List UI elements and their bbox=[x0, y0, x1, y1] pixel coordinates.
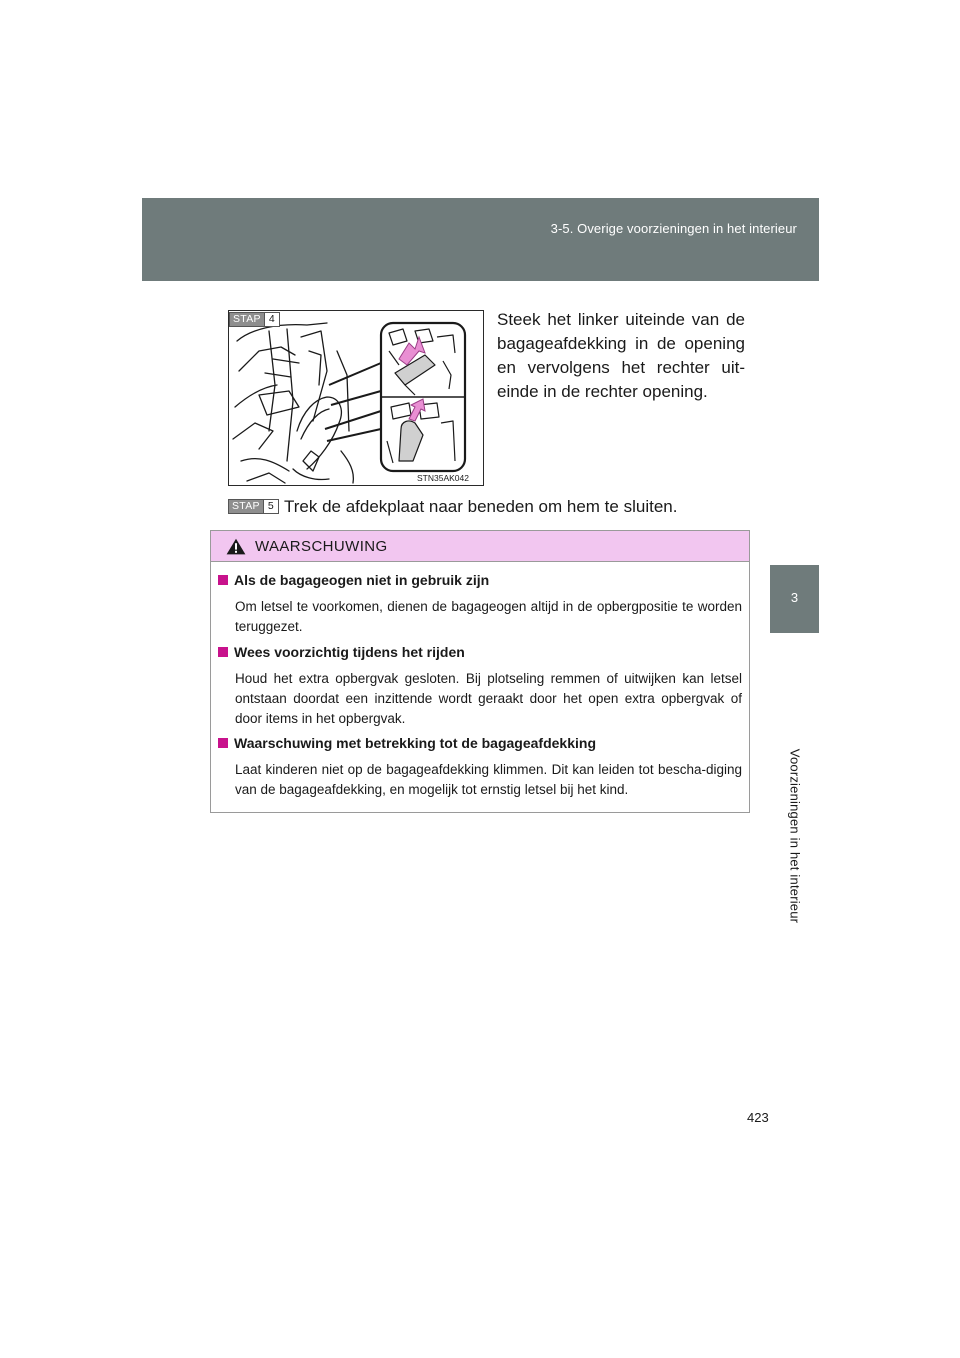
step-4-badge bbox=[229, 312, 280, 327]
warning-item-heading: Waarschuwing met betrekking tot de bagageafdekking bbox=[234, 735, 596, 751]
warning-header bbox=[211, 531, 749, 562]
square-bullet-icon bbox=[218, 575, 228, 585]
illustration-code: STN35AK042 bbox=[417, 473, 469, 483]
step-5-badge-number: 5 bbox=[263, 500, 278, 513]
cover-installation-illustration bbox=[228, 310, 484, 486]
step-4-badge-number: 4 bbox=[264, 313, 279, 326]
square-bullet-icon bbox=[218, 738, 228, 748]
step-5-text: Trek de afdekplaat naar beneden om hem te sluiten. bbox=[284, 497, 678, 516]
warning-item-body: Laat kinderen niet op de bagageafdekking klimmen. Dit kan leiden tot bescha-diging van de bagageafdekking, en mogelijk tot ernstig letsel bij het kind. bbox=[235, 762, 742, 797]
step-4-badge-label: STAP bbox=[230, 313, 264, 326]
warning-box bbox=[210, 530, 750, 813]
square-bullet-icon bbox=[218, 647, 228, 657]
warning-item bbox=[218, 571, 742, 637]
warning-item-heading: Als de bagageogen niet in gebruik zijn bbox=[234, 572, 490, 588]
warning-item bbox=[218, 734, 742, 800]
warning-item-heading: Wees voorzichtig tijdens het rijden bbox=[234, 644, 465, 660]
chapter-label: Voorzieningen in het interieur bbox=[787, 748, 803, 924]
chapter-number: 3 bbox=[790, 590, 799, 605]
section-title: 3-5. Overige voorzieningen in het interieur bbox=[550, 221, 797, 236]
page-number: 423 bbox=[747, 1110, 769, 1125]
step-5-badge bbox=[228, 499, 279, 514]
warning-item bbox=[218, 643, 742, 729]
warning-item-body: Houd het extra opbergvak gesloten. Bij plotseling remmen of uitwijken kan letsel ontstaan doordat een inzittende wordt geraakt door het open extra opbergvak of door items in het opbergvak. bbox=[235, 671, 742, 726]
warning-triangle-icon bbox=[226, 538, 246, 555]
chapter-tab bbox=[770, 565, 819, 633]
header-band bbox=[142, 198, 819, 281]
cover-installation-drawing bbox=[229, 311, 484, 486]
step-4-text: Steek het linker uiteinde van de bagageafdekking in de opening en vervolgens het rechter uit-einde in de rechter opening. bbox=[497, 310, 745, 401]
step-5-badge-label: STAP bbox=[229, 500, 263, 513]
warning-item-body: Om letsel te voorkomen, dienen de bagageogen altijd in de opbergpositie te worden teruggezet. bbox=[235, 599, 742, 634]
warning-title: WAARSCHUWING bbox=[255, 537, 388, 555]
